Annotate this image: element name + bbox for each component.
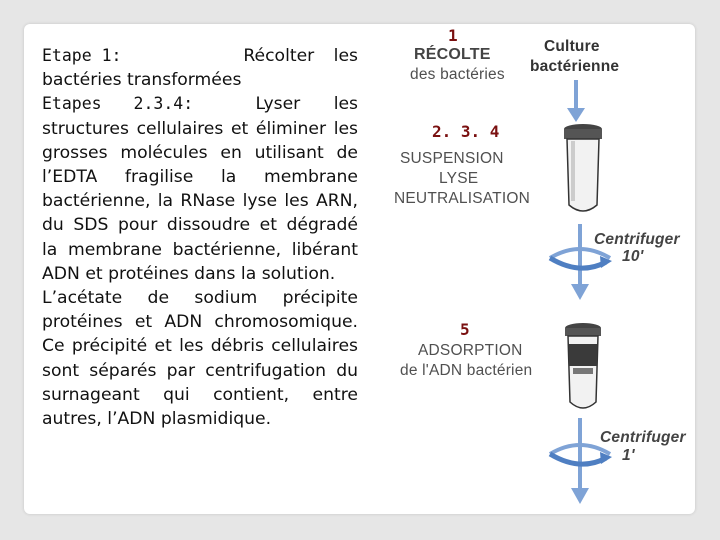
protocol-text (42, 44, 358, 431)
centrifuger-label-2: Centrifuger (600, 429, 686, 446)
column-tube-icon (559, 320, 607, 416)
step2-paragraph (42, 92, 358, 286)
step-number-5: 5 (460, 320, 470, 339)
step1-paragraph (42, 44, 358, 92)
step3-paragraph: L’acétate de sodium précipite protéines et ADN chromosomique. Ce précipité et les débris cellulaires sont séparés par centrifugation du surnageant qui contient, entre autres, l’ADN plasmidique. (42, 288, 358, 430)
protocol-figure (394, 24, 695, 514)
culture-label-1: Culture (544, 38, 600, 55)
recolte-label-1: RÉCOLTE (414, 46, 491, 63)
step-number-1: 1 (448, 26, 458, 45)
tube-icon (559, 121, 607, 219)
recolte-label-2: des bactéries (410, 66, 505, 83)
step2-heading: Etapes 2.3.4: (42, 94, 194, 114)
adsorption-label-1: ADSORPTION (418, 342, 523, 359)
neutralisation-label: NEUTRALISATION (394, 190, 531, 207)
culture-label-2: bactérienne (530, 58, 620, 75)
suspension-label: SUSPENSION (400, 150, 504, 167)
adsorption-label-2: de l'ADN bactérien (400, 362, 533, 379)
step1-heading: Etape 1: (42, 46, 122, 65)
slide (24, 24, 695, 514)
time-label-2: 1' (622, 447, 635, 464)
step2-text-a: Lyser les (255, 94, 358, 115)
down-arrow-icon (564, 80, 588, 124)
step1-text-b: bactéries transformées (42, 70, 242, 91)
centrifuger-label-1: Centrifuger (594, 231, 680, 248)
step1-text-a: Récolter les (243, 46, 358, 66)
step2-text-b: structures cellulaires et éliminer les grosses molécules en utilisant de l’EDTA fragilise la membrane bactérienne, la RNase lyse les ARN, du SDS pour dissoudre et dégradé la membrane bactérienne, libérant ADN et protéines dans la solution. (42, 118, 358, 284)
time-label-1: 10' (622, 248, 644, 265)
lyse-label: LYSE (439, 170, 479, 187)
step-number-234: 2. 3. 4 (432, 122, 500, 141)
